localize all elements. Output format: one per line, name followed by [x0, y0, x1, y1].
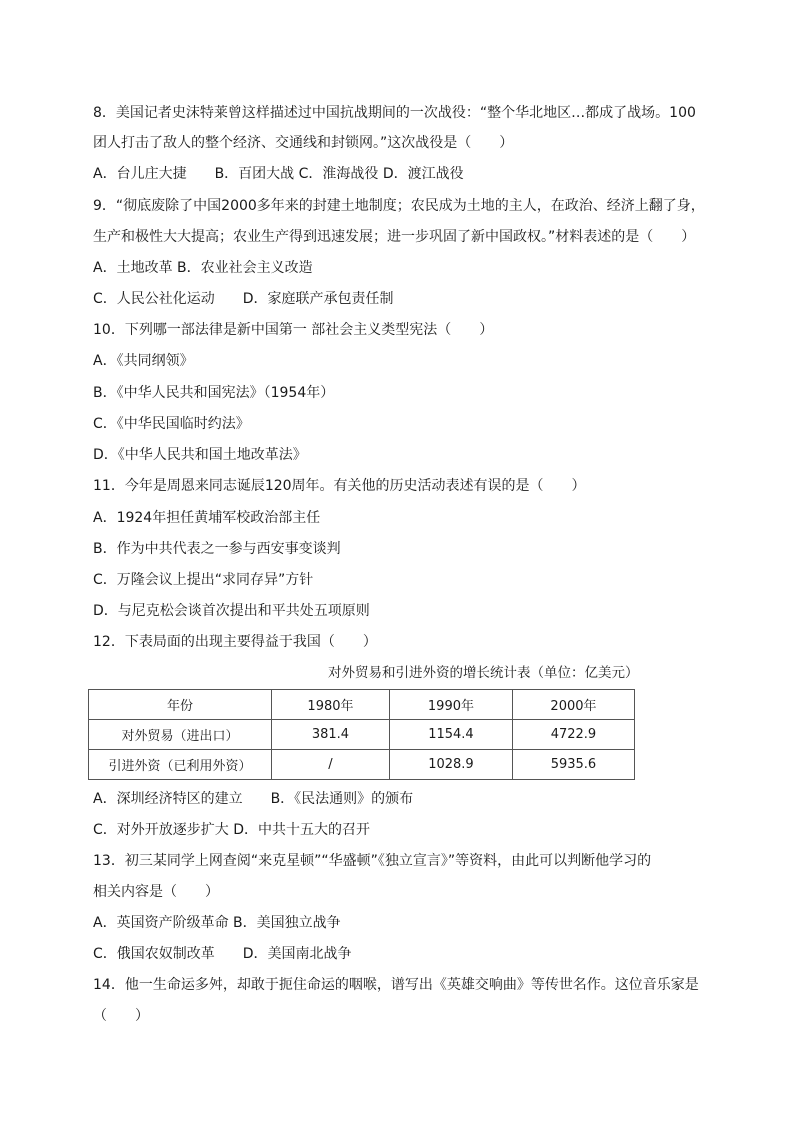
q12-option-cd: C．对外开放逐步扩大 D．中共十五大的召开 — [93, 822, 371, 838]
table-row — [89, 720, 635, 750]
q9-option-ab: A．土地改革 B．农业社会主义改造 — [93, 260, 313, 276]
q11-stem: 11．今年是周恩来同志诞辰120周年。有关他的历史活动表述有误的是（ ） — [93, 478, 586, 494]
q11-option-b: B．作为中共代表之一参与西安事变谈判 — [93, 541, 341, 557]
q11-option-a: A．1924年担任黄埔军校政治部主任 — [93, 510, 321, 526]
q11-option-d: D．与尼克松会谈首次提出和平共处五项原则 — [93, 603, 370, 619]
table-row — [89, 750, 635, 780]
q10-option-c: C．《中华民国临时约法》 — [93, 416, 250, 432]
table-caption: 对外贸易和引进外资的增长统计表（单位：亿美元） — [328, 665, 639, 681]
q13-stem-line1: 13．初三某同学上网查阅“来克星顿”“华盛顿”《独立宣言》”等资料，由此可以判断他学习的 — [93, 853, 652, 869]
table-cell: / — [271, 750, 389, 780]
q8-stem-line1: 8．美国记者史沫特莱曾这样描述过中国抗战期间的一次战役：“整个华北地区…都成了战场。100 — [93, 105, 696, 121]
table-cell: 1154.4 — [389, 720, 512, 750]
table-cell: 381.4 — [271, 720, 389, 750]
trade-investment-table — [88, 689, 635, 780]
table-header-cell: 1980年 — [271, 690, 389, 720]
q14-stem-line2: （ ） — [93, 1008, 149, 1024]
table-header-cell: 1990年 — [389, 690, 512, 720]
q13-option-cd: C．俄国农奴制改革 D．美国南北战争 — [93, 946, 352, 962]
q11-option-c: C．万隆会议上提出“求同存异”方针 — [93, 572, 314, 588]
q10-stem: 10．下列哪一部法律是新中国第一 部社会主义类型宪法（ ） — [93, 322, 494, 338]
q8-stem-line2: 团人打击了敌人的整个经济、交通线和封锁网。”这次战役是（ ） — [93, 135, 514, 151]
table-cell: 1028.9 — [389, 750, 512, 780]
q9-stem-line2: 生产和极性大大提高；农业生产得到迅速发展；进一步巩固了新中国政权。”材料表述的是（ ） — [93, 229, 696, 245]
table-header-cell: 2000年 — [512, 690, 634, 720]
q13-option-ab: A．英国资产阶级革命 B．美国独立战争 — [93, 915, 341, 931]
q14-stem-line1: 14．他一生命运多舛，却敢于扼住命运的咽喉，谱写出《英雄交响曲》等传世名作。这位音乐家是 — [93, 977, 699, 993]
table-header-cell: 年份 — [89, 690, 272, 720]
q12-option-ab: A．深圳经济特区的建立 B．《民法通则》的颁布 — [93, 791, 414, 807]
table-cell: 5935.6 — [512, 750, 634, 780]
q12-stem: 12．下表局面的出现主要得益于我国（ ） — [93, 634, 377, 650]
table-cell: 4722.9 — [512, 720, 634, 750]
q8-options: A．台儿庄大捷 B．百团大战 C．淮海战役 D．渡江战役 — [93, 166, 464, 182]
q13-stem-line2: 相关内容是（ ） — [93, 884, 219, 900]
table-cell: 引进外资（已利用外资） — [89, 750, 272, 780]
q9-stem-line1: 9．“彻底废除了中国2000多年来的封建土地制度；农民成为土地的主人，在政治、经济上翻了身， — [93, 198, 705, 214]
q10-option-d: D．《中华人民共和国土地改革法》 — [93, 447, 307, 463]
q10-option-a: A．《共同纲领》 — [93, 353, 194, 369]
table-header-row — [89, 690, 635, 720]
q10-option-b: B．《中华人民共和国宪法》（1954年） — [93, 385, 335, 401]
q9-option-cd: C．人民公社化运动 D．家庭联产承包责任制 — [93, 291, 394, 307]
table-cell: 对外贸易（进出口） — [89, 720, 272, 750]
